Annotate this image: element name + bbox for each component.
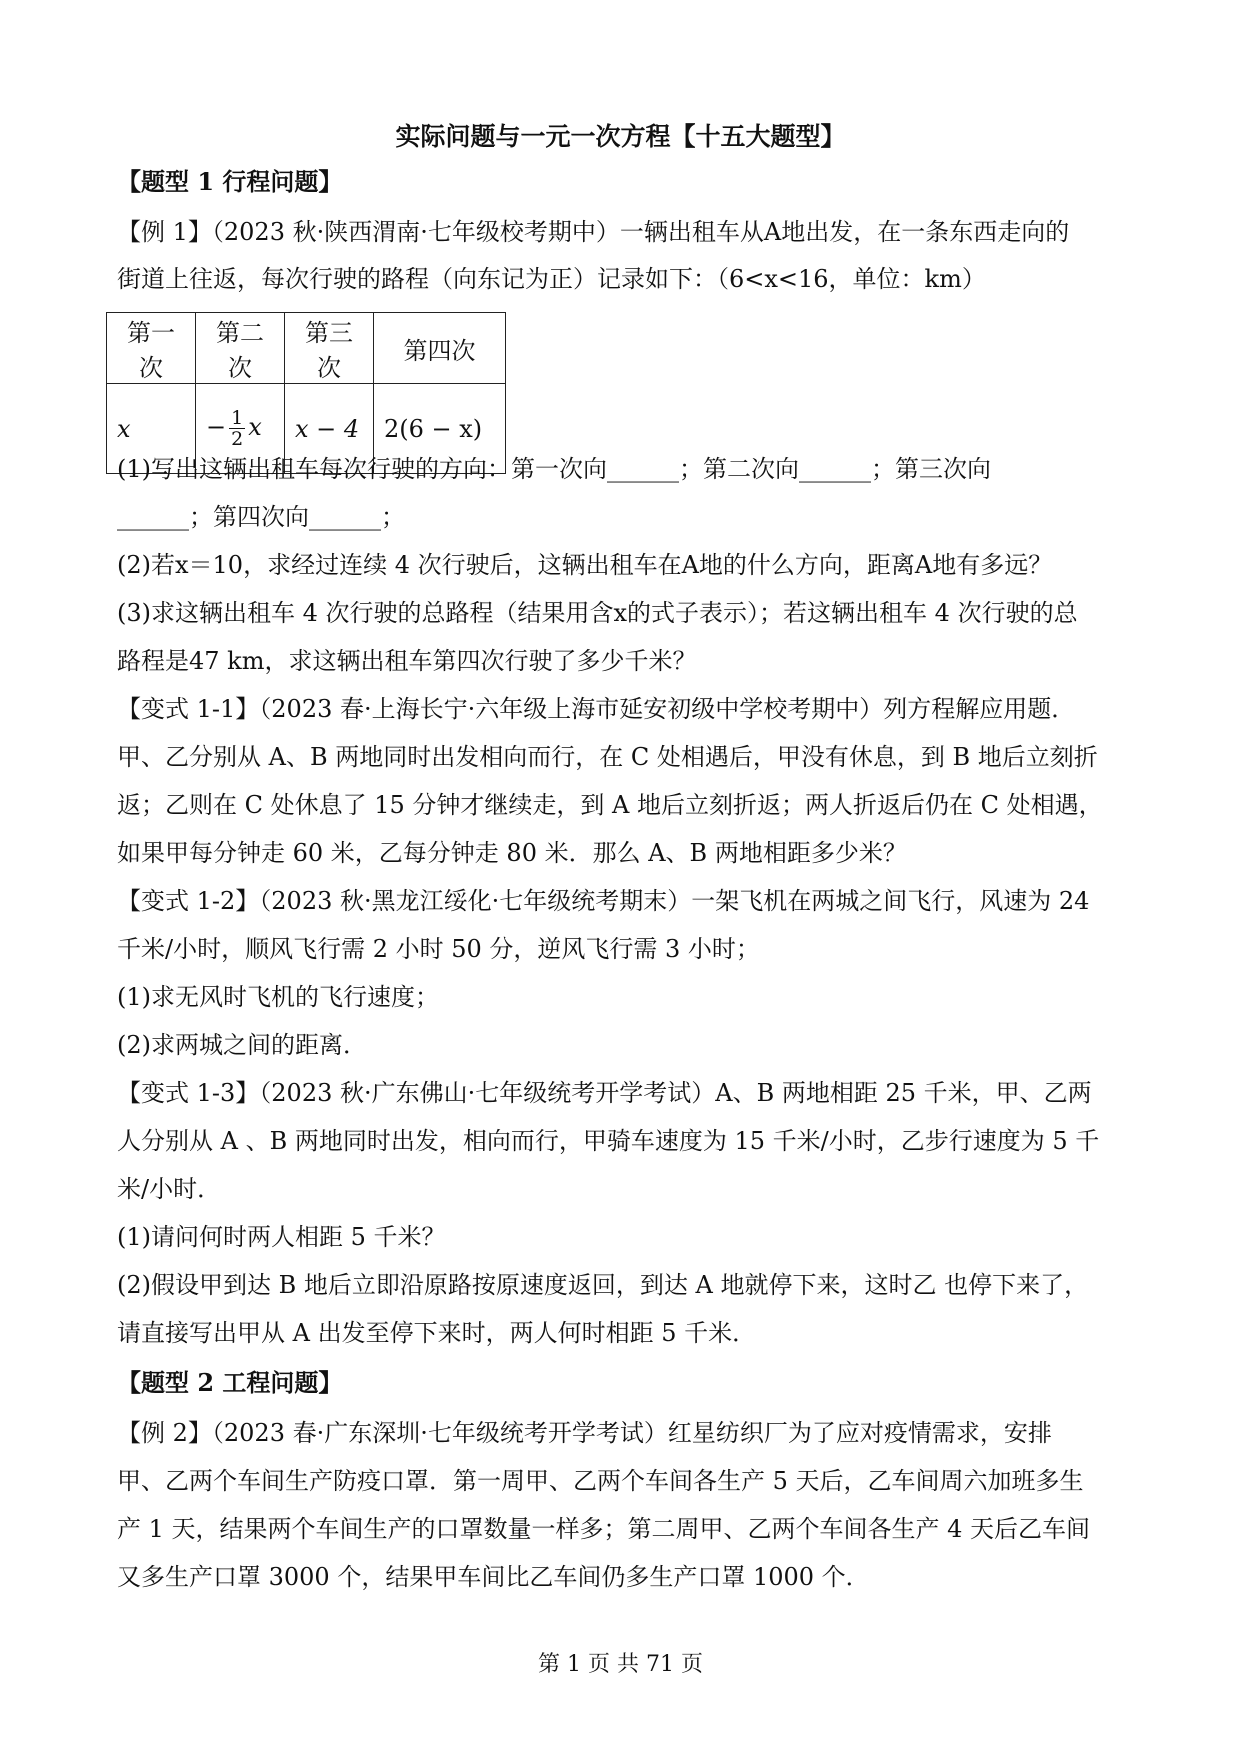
table-value-cell: x [107, 384, 196, 474]
example-2-line-1: 【例 2】（2023 春·广东深圳·七年级统考开学考试）红星纺织厂为了应对疫情需求，安排 [117, 1419, 1052, 1447]
table-value-cell: 2(6 − x) [374, 384, 506, 474]
example-2-line-4: 又多生产口罩 3000 个，结果甲车间比乙车间仍多生产口罩 1000 个． [117, 1563, 870, 1591]
variant-1-2-question-1: (1)求无风时飞机的飞行速度； [117, 983, 439, 1011]
variant-1-2-line-1: 【变式 1-2】（2023 秋·黑龙江绥化·七年级统考期末）一架飞机在两城之间飞行，风速为 24 [117, 887, 1090, 915]
fraction [229, 408, 245, 449]
table-header-row [107, 313, 506, 384]
example-1-line-1: 【例 1】（2023 秋·陕西渭南·七年级校考期中）一辆出租车从A地出发，在一条东西走向的 [117, 218, 1070, 246]
variant-1-1-line-4: 如果甲每分钟走 60 米，乙每分钟走 80 米．那么 A、B 两地相距多少米？ [117, 839, 907, 867]
table-header-cell: 第二次 [196, 313, 285, 384]
example-1-line-2: 街道上往返，每次行驶的路程（向东记为正）记录如下：（6<x<16，单位：km） [117, 265, 986, 293]
variant-1-1-line-3: 返；乙则在 C 处休息了 15 分钟才继续走，到 A 地后立刻折返；两人折返后仍在 C 处相遇， [117, 791, 1103, 819]
variant-1-3-question-2-line-1: (2)假设甲到达 B 地后立即沿原路按原速度返回，到达 A 地就停下来，这时乙 也停下来了， [117, 1271, 1089, 1299]
variant-1-3-line-3: 米/小时． [117, 1175, 222, 1203]
variant-1-3-line-2: 人分别从 A 、B 两地同时出发，相向而行，甲骑车速度为 15 千米/小时，乙步行速度为 5 千 [117, 1127, 1100, 1155]
fraction-numerator: 1 [231, 407, 244, 429]
fraction-denominator: 2 [231, 428, 244, 450]
table-header-cell: 第四次 [374, 313, 506, 384]
page-title: 实际问题与一元一次方程【十五大题型】 [395, 122, 846, 151]
variant-1-3-line-1: 【变式 1-3】（2023 秋·广东佛山·七年级统考开学考试）A、B 两地相距 25 千米，甲、乙两 [117, 1079, 1092, 1107]
table-header-cell: 第一次 [107, 313, 196, 384]
variable-x: x [248, 413, 262, 441]
example-2-line-2: 甲、乙两个车间生产防疫口罩．第一周甲、乙两个车间各生产 5 天后，乙车间周六加班多生 [117, 1467, 1084, 1495]
table-header-cell: 第三次 [285, 313, 374, 384]
variant-1-2-line-2: 千米/小时，顺风飞行需 2 小时 50 分，逆风飞行需 3 小时； [117, 935, 760, 963]
variant-1-2-question-2: (2)求两城之间的距离． [117, 1031, 367, 1059]
variant-1-3-question-2-line-2: 请直接写出甲从 A 出发至停下来时，两人何时相距 5 千米． [117, 1319, 757, 1347]
example-1-question-1-line-2: ______；第四次向______； [117, 503, 405, 531]
mileage-table [106, 312, 506, 474]
example-1-question-3-line-2: 路程是47 km，求这辆出租车第四次行驶了多少千米？ [117, 647, 697, 675]
section-heading-1: 【题型 1 行程问题】 [117, 167, 343, 196]
minus-sign: − [206, 413, 227, 441]
variant-1-1-line-1: 【变式 1-1】（2023 春·上海长宁·六年级上海市延安初级中学校考期中）列方程解应用题． [117, 695, 1076, 723]
example-1-question-2: (2)若x＝10，求经过连续 4 次行驶后，这辆出租车在A地的什么方向，距离A地有多远？ [117, 551, 1053, 579]
example-1-question-3-line-1: (3)求这辆出租车 4 次行驶的总路程（结果用含x的式子表示）；若这辆出租车 4 次行驶的总 [117, 599, 1078, 627]
example-1-question-1-line-1: (1)写出这辆出租车每次行驶的方向：第一次向______；第二次向______；第三次向 [117, 455, 991, 483]
section-heading-2: 【题型 2 工程问题】 [117, 1368, 343, 1397]
table-value-cell: x − 4 [285, 384, 374, 474]
page-footer: 第 1 页 共 71 页 [538, 1652, 703, 1677]
example-2-line-3: 产 1 天，结果两个车间生产的口罩数量一样多；第二周甲、乙两个车间各生产 4 天后乙车间 [117, 1515, 1091, 1543]
variant-1-1-line-2: 甲、乙分别从 A、B 两地同时出发相向而行，在 C 处相遇后，甲没有休息，到 B 地后立刻折 [117, 743, 1098, 771]
variant-1-3-question-1: (1)请问何时两人相距 5 千米？ [117, 1223, 446, 1251]
